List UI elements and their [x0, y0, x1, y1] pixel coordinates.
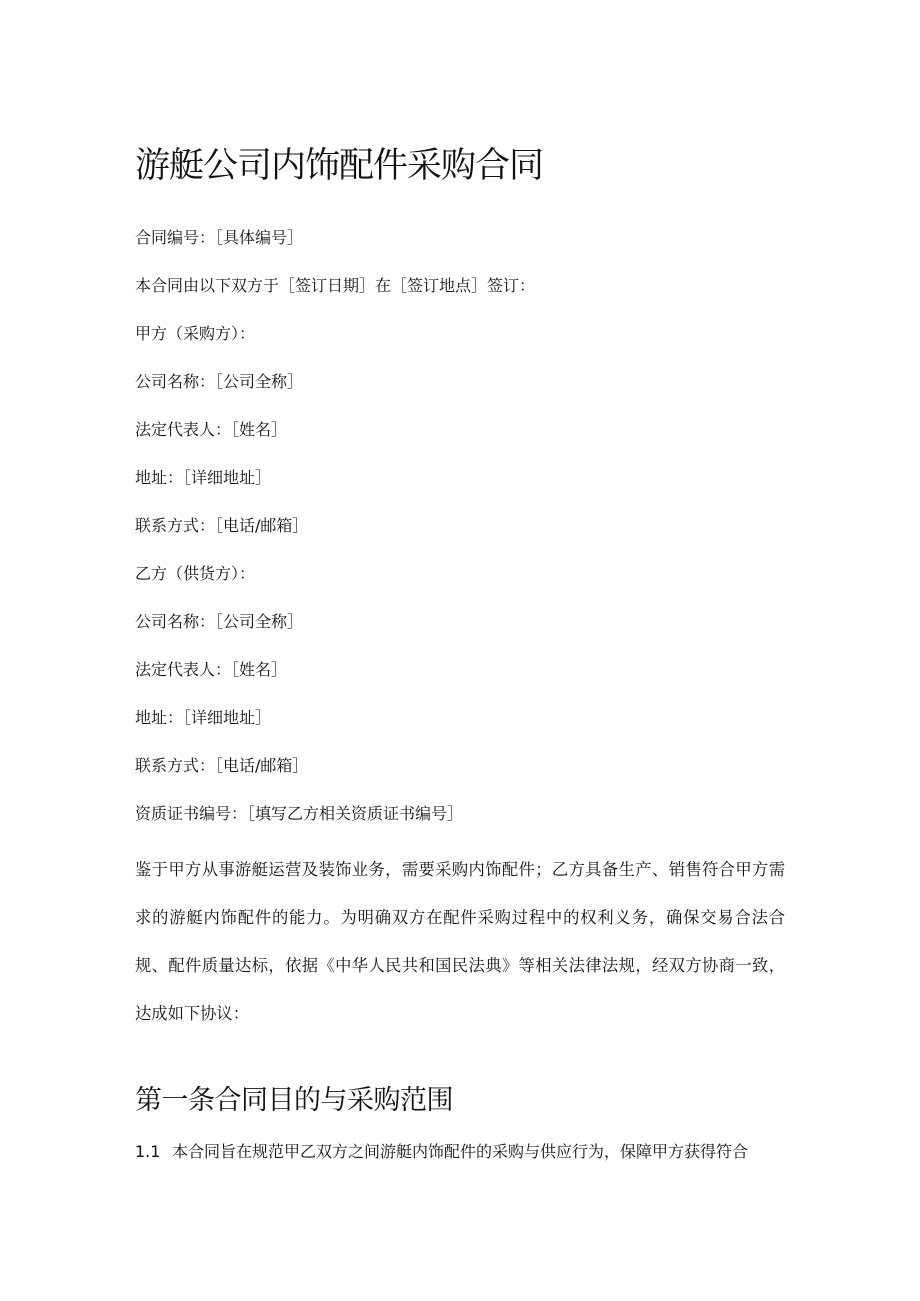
document-title: 游艇公司内饰配件采购合同 — [135, 146, 544, 186]
section-1-heading: 第一条合同目的与采购范围 — [135, 1085, 453, 1116]
party-b-address: 地址：［详细地址］ — [135, 708, 272, 727]
party-b-contact: 联系方式：［电话/邮箱］ — [135, 756, 309, 775]
clause-1-1 — [135, 1140, 785, 1164]
party-b-heading: 乙方（供货方）： — [135, 564, 256, 583]
preamble-paragraph: 鉴于甲方从事游艇运营及装饰业务，需要采购内饰配件；乙方具备生产、销售符合甲方需求的游艇内饰配件的能力。为明确双方在配件采购过程中的权利义务，确保交易合法合规、配件质量达标，依据《中华人民共和国民法典》等相关法律法规，经双方协商一致，达成如下协议： — [135, 860, 785, 1023]
party-b-legal-representative: 法定代表人：［姓名］ — [135, 660, 288, 679]
party-a-legal-representative: 法定代表人：［姓名］ — [135, 420, 288, 439]
party-a-contact: 联系方式：［电话/邮箱］ — [135, 516, 309, 535]
clause-number: 1.1 — [135, 1142, 161, 1161]
signing-info-line: 本合同由以下双方于［签订日期］在［签订地点］签订： — [135, 276, 536, 295]
party-a-heading: 甲方（采购方）： — [135, 324, 256, 343]
party-b-certificate-number: 资质证书编号：［填写乙方相关资质证书编号］ — [135, 804, 464, 823]
contract-number-line: 合同编号：［具体编号］ — [135, 228, 304, 247]
party-a-company-name: 公司名称：［公司全称］ — [135, 372, 304, 391]
clause-text: 本合同旨在规范甲乙双方之间游艇内饰配件的采购与供应行为，保障甲方获得符合 — [172, 1142, 749, 1161]
party-b-company-name: 公司名称：［公司全称］ — [135, 612, 304, 631]
party-a-address: 地址：［详细地址］ — [135, 468, 272, 487]
contract-fields — [135, 226, 785, 850]
